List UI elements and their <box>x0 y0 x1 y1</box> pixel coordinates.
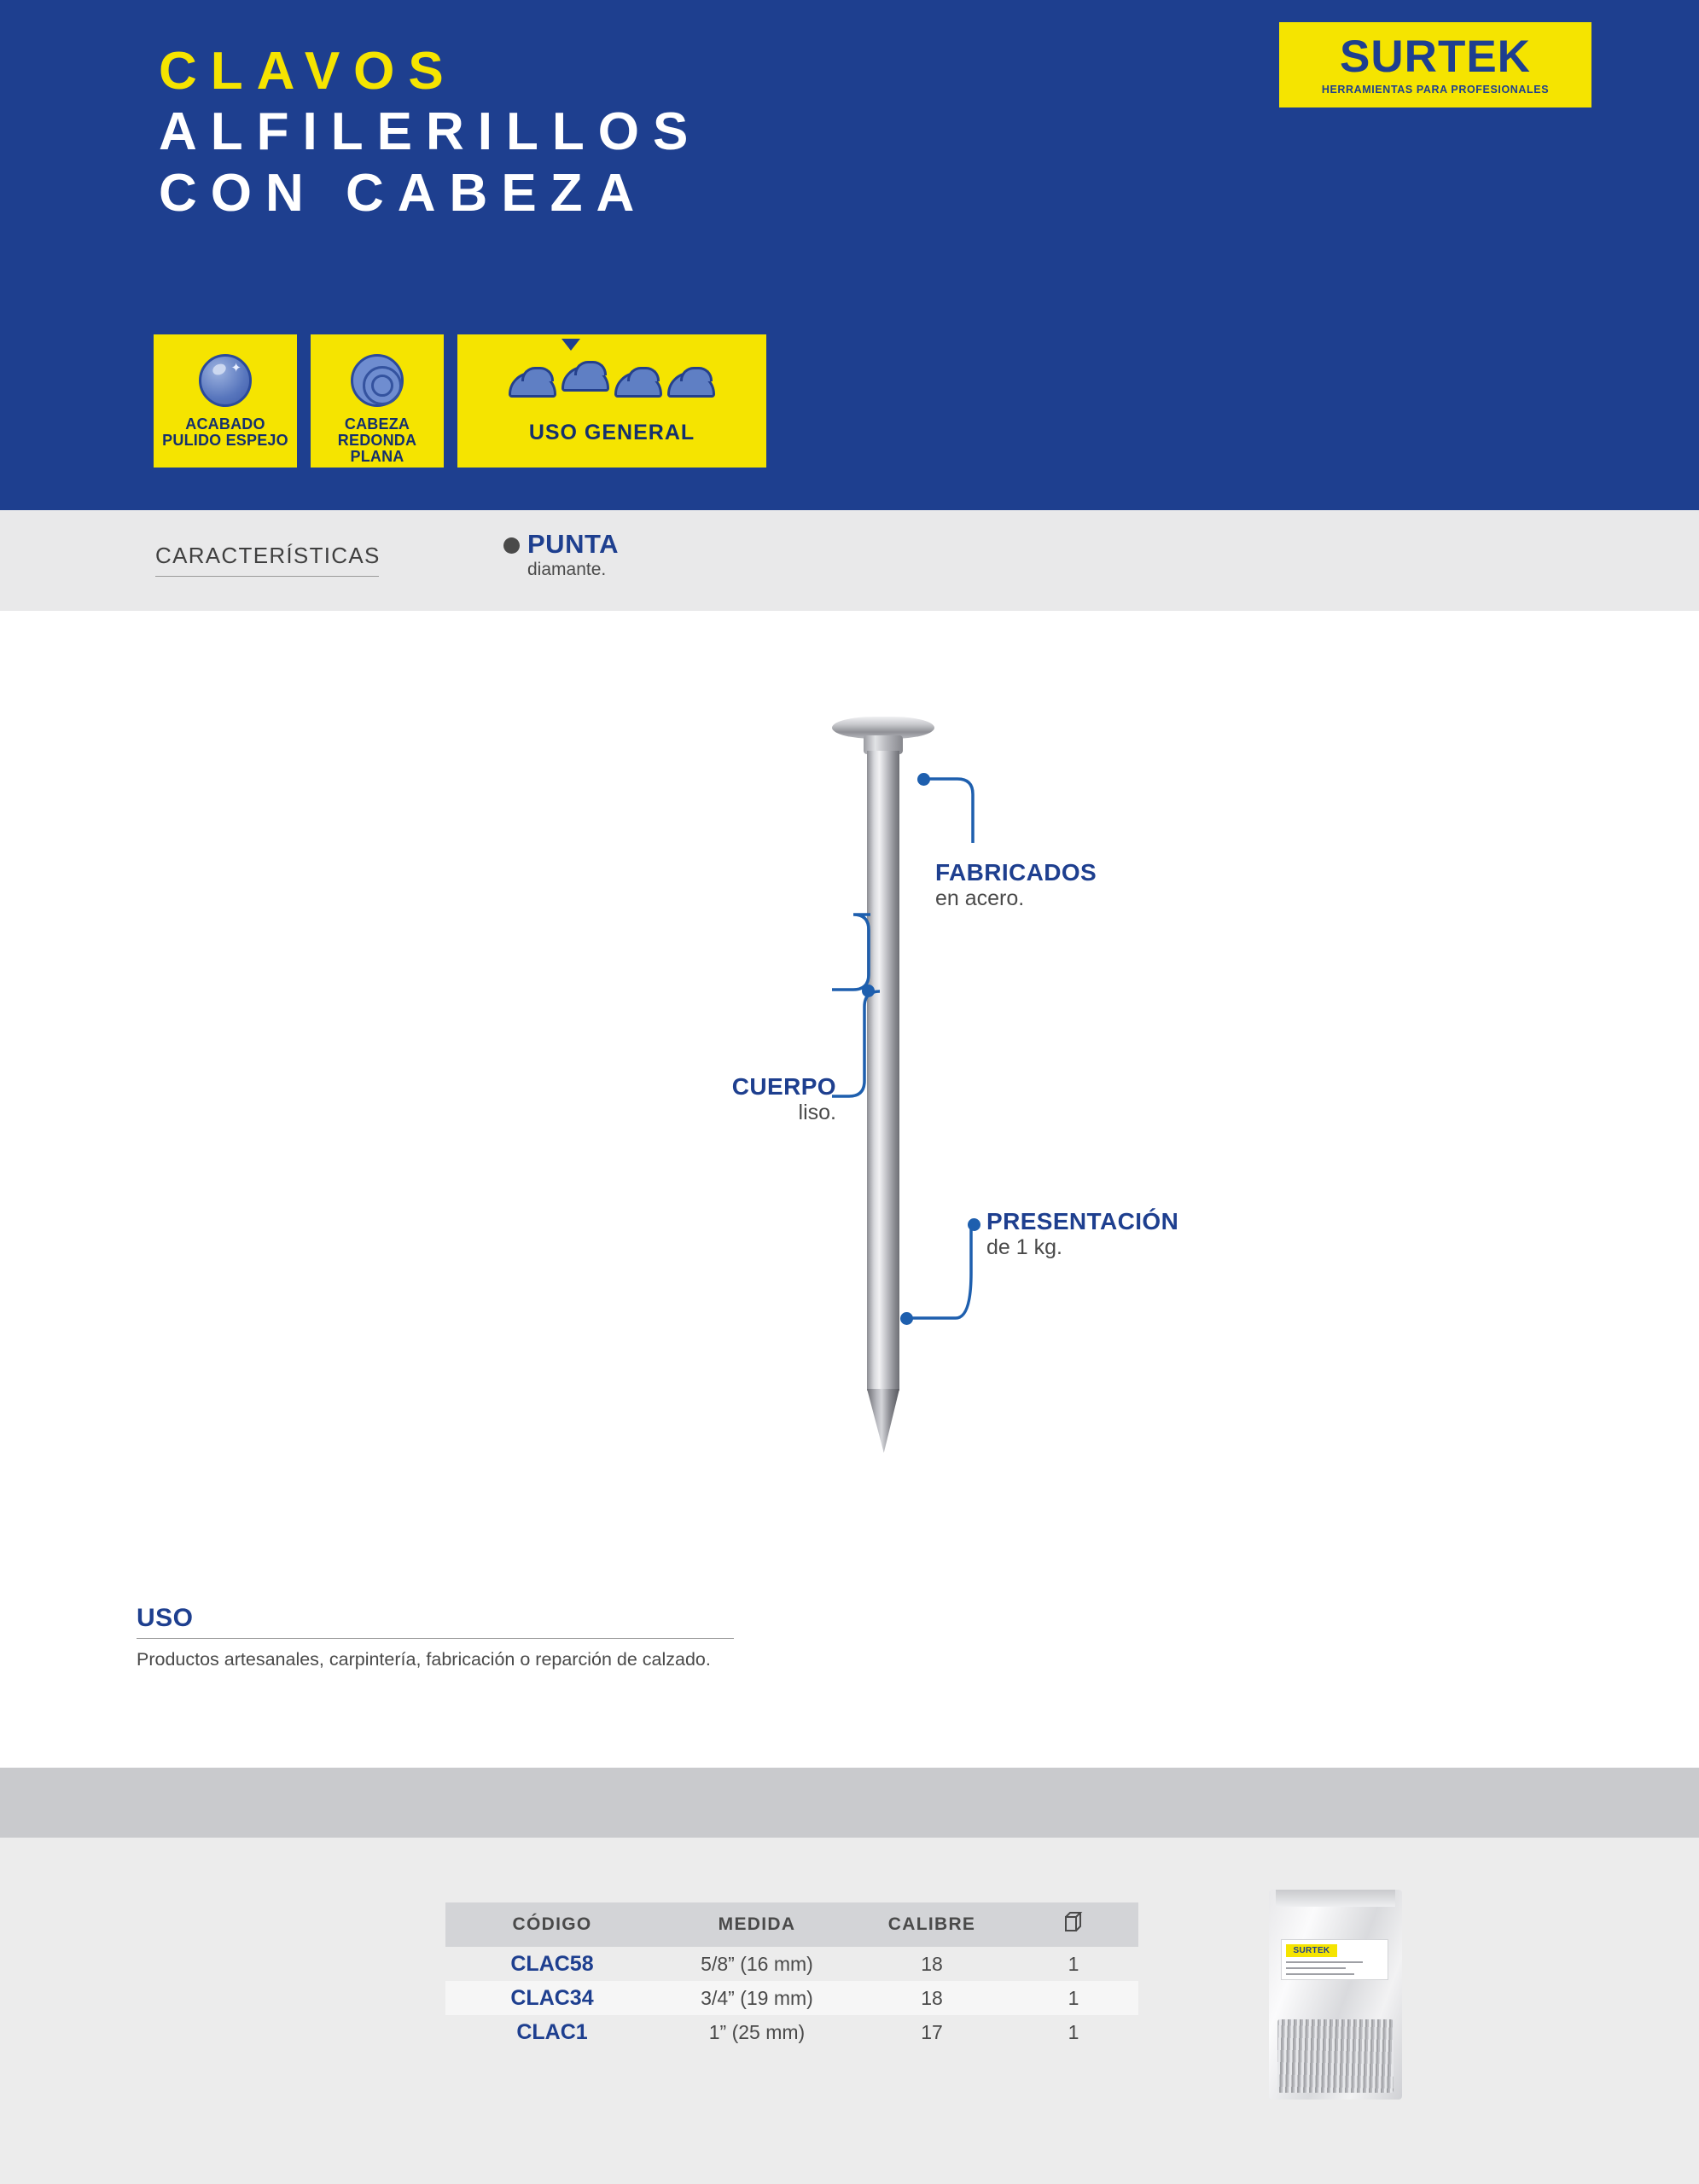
uso-title: USO <box>137 1604 734 1639</box>
brand-logo <box>1279 22 1591 107</box>
cell-calibre: 17 <box>921 2020 943 2043</box>
product-table <box>445 1902 1138 2049</box>
badge-cabeza-line1: CABEZA <box>344 415 410 433</box>
table-header-row <box>445 1902 1138 1947</box>
polished-ball-icon: ✦ <box>199 345 252 416</box>
uso-section <box>137 1604 734 1672</box>
cell-medida: 1” (25 mm) <box>708 2020 806 2043</box>
uso-text: Productos artesanales, carpintería, fabricación o reparción de calzado. <box>137 1649 711 1670</box>
table-row <box>445 1947 1138 1981</box>
title-line-3: CON CABEZA <box>159 163 649 223</box>
badge-cabeza <box>311 334 444 468</box>
callout-dot-cuerpo <box>862 985 875 997</box>
feature-badges <box>154 334 780 468</box>
callout-punta <box>503 529 619 580</box>
badge-uso-general <box>457 334 766 468</box>
flat-round-head-icon <box>351 345 404 416</box>
page-title <box>159 41 701 224</box>
badge-cabeza-line3: PLANA <box>350 447 404 465</box>
nail-shaft <box>867 751 899 1391</box>
package-label-line <box>1286 1967 1346 1969</box>
badge-cabeza-line2: REDONDA <box>337 431 417 449</box>
bullet-dot-icon <box>503 537 520 554</box>
cell-calibre: 18 <box>921 1952 943 1975</box>
brand-logo-tagline: HERRAMIENTAS PARA PROFESIONALES <box>1321 84 1550 96</box>
table-header-quantity <box>1009 1909 1138 1940</box>
page-header <box>0 0 1699 510</box>
package-bag-top <box>1276 1890 1395 1907</box>
cell-cantidad: 1 <box>1068 1986 1079 2009</box>
divider-band-gray <box>0 1768 1699 1838</box>
badge-acabado-line1: ACABADO <box>185 415 265 433</box>
brand-logo-text: SURTEK <box>1340 32 1531 82</box>
callout-presentacion-sub: de 1 kg. <box>986 1235 1062 1259</box>
cell-codigo: CLAC1 <box>516 2019 588 2044</box>
table-header-calibre: CALIBRE <box>887 1914 976 1934</box>
badge-acabado-line2: PULIDO ESPEJO <box>162 431 288 449</box>
cell-codigo: CLAC34 <box>510 1985 594 2010</box>
cell-calibre: 18 <box>921 1986 943 2009</box>
cell-cantidad: 1 <box>1068 1952 1079 1975</box>
callout-dot-presentacion <box>968 1218 980 1231</box>
package-label-line <box>1286 1961 1363 1963</box>
callout-dot-fabricados <box>917 773 930 786</box>
nail-tip <box>867 1389 899 1453</box>
package-nails-contents <box>1277 2019 1394 2093</box>
callout-cuerpo-sub: liso. <box>798 1101 836 1124</box>
cell-medida: 3/4” (19 mm) <box>701 1986 813 2009</box>
title-line-2: ALFILERILLOS <box>159 102 702 162</box>
helmets-icon <box>506 345 718 416</box>
callout-presentacion-title: PRESENTACIÓN <box>986 1208 1179 1234</box>
table-row <box>445 2015 1138 2049</box>
cell-codigo: CLAC58 <box>510 1951 594 1976</box>
callout-fabricados <box>935 859 1097 911</box>
callout-fabricados-sub: en acero. <box>935 886 1025 910</box>
table-header-codigo: CÓDIGO <box>512 1914 592 1934</box>
nail-product-image <box>832 717 934 1450</box>
table-row <box>445 1981 1138 2015</box>
callout-cuerpo-title: CUERPO <box>731 1073 836 1100</box>
box-icon <box>1061 1909 1086 1935</box>
callout-dot-presentacion-lower <box>900 1312 913 1325</box>
callout-punta-sub: diamante. <box>527 560 607 579</box>
package-photo <box>1269 1890 1402 2100</box>
badge-uso-general-label: USO GENERAL <box>528 421 695 444</box>
characteristics-title: CARACTERÍSTICAS <box>155 543 379 577</box>
badge-acabado <box>154 334 297 468</box>
callout-punta-title: PUNTA <box>527 529 619 559</box>
title-line-1: CLAVOS <box>159 42 457 101</box>
callout-presentacion <box>986 1208 1178 1260</box>
package-label-line <box>1286 1973 1354 1975</box>
callout-fabricados-title: FABRICADOS <box>935 859 1097 886</box>
table-header-medida: MEDIDA <box>718 1914 796 1934</box>
callout-cuerpo <box>649 1073 836 1125</box>
cell-cantidad: 1 <box>1068 2020 1079 2043</box>
cell-medida: 5/8” (16 mm) <box>701 1952 813 1975</box>
package-logo: SURTEK <box>1286 1944 1337 1957</box>
